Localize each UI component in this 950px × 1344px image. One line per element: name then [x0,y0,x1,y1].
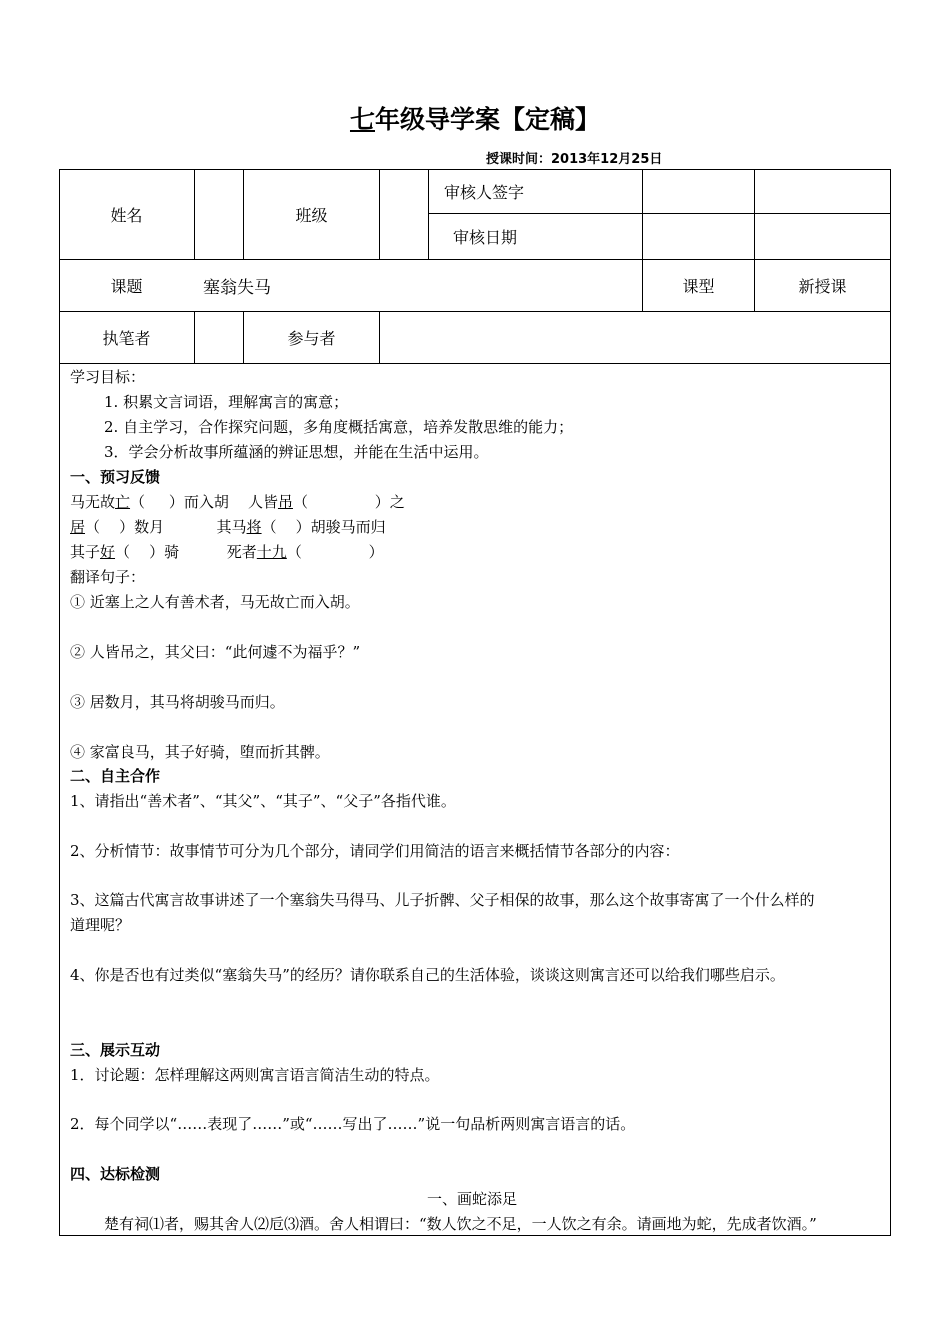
class-field[interactable] [380,169,428,259]
review-date-label: 审核日期 [453,228,518,247]
section-display-heading: 三、展示互动 [70,1041,161,1059]
translate-item: ① 近塞上之人有善术者，马无故亡而入胡。 [70,593,360,611]
question-item: 3、这篇古代寓言故事讲述了一个塞翁失马得马、儿子折髀、父子相保的故事，那么这个故事寄寓了一个什么样的 [70,891,815,909]
topic-value: 塞翁失马 [203,278,271,298]
class-label: 班级 [295,205,328,225]
section-preview-heading: 一、预习反馈 [70,468,161,486]
question-item: 1、请指出“善术者”、“其父”、“其子”、“父子”各指代谁。 [70,792,456,810]
header-table [59,169,891,364]
name-field[interactable] [195,169,243,259]
type-value: 新授课 [798,277,847,296]
worksheet-body [59,364,891,1236]
vocab-row: 居（ ）数月 其马将（ ）胡骏马而归 [70,518,386,536]
topic-label: 课题 [110,277,143,296]
type-label: 课型 [682,277,715,296]
question-item: 4、你是否也有过类似“塞翁失马”的经历？请你联系自己的生活体验，谈谈这则寓言还可以给我们哪些启示。 [70,966,785,984]
goals-heading: 学习目标： [70,368,146,386]
translate-heading: 翻译句子： [70,568,146,586]
review-date-field[interactable] [643,214,754,259]
goal-item: 1. 积累文言词语，理解寓言的寓意； [104,393,349,411]
reviewer-field[interactable] [643,169,754,213]
translate-item: ③ 居数月，其马将胡骏马而归。 [70,693,285,711]
lesson-date: 授课时间：2013年12月25日 [486,152,663,167]
goal-item: 3．学会分析故事所蕴涵的辨证思想，并能在生活中运用。 [104,443,489,461]
translate-item: ② 人皆吊之，其父曰：“此何遽不为福乎？” [70,643,361,661]
discussion-item: 2．每个同学以“……表现了……”或“……写出了……”说一句品析两则寓言语言的话。 [70,1115,636,1133]
reviewer-label: 审核人签字 [444,182,525,202]
reading-text: 楚有祠⑴者，赐其舍人⑵卮⑶酒。舍人相谓曰：“数人饮之不足，一人饮之有余。请画地为蛇，先成者饮酒。” [104,1215,817,1233]
participant-field[interactable] [380,312,890,363]
reading-subtitle: 一、画蛇添足 [427,1190,518,1208]
page-title: 七年级导学案【定稿】 [349,105,601,134]
section-cooperate-heading: 二、自主合作 [70,767,161,785]
goal-item: 2. 自主学习，合作探究问题，多角度概括寓意，培养发散思维的能力； [104,418,574,436]
question-item: 2、分析情节：故事情节可分为几个部分，请同学们用简洁的语言来概括情节各部分的内容： [70,842,680,860]
vocab-row: 马无故亡（ ）而入胡 人皆吊（ ）之 [70,493,405,511]
participant-label: 参与者 [287,329,336,348]
name-label: 姓名 [110,205,143,225]
author-label: 执笔者 [102,329,151,348]
author-field[interactable] [195,312,243,363]
discussion-item: 1．讨论题：怎样理解这两则寓言语言简洁生动的特点。 [70,1066,440,1084]
translate-item: ④ 家富良马，其子好骑，堕而折其髀。 [70,743,330,761]
section-test-heading: 四、达标检测 [70,1165,161,1183]
vocab-row: 其子好（ ）骑 死者十九（ ） [70,543,384,561]
question-item-continued: 道理呢？ [70,916,131,934]
